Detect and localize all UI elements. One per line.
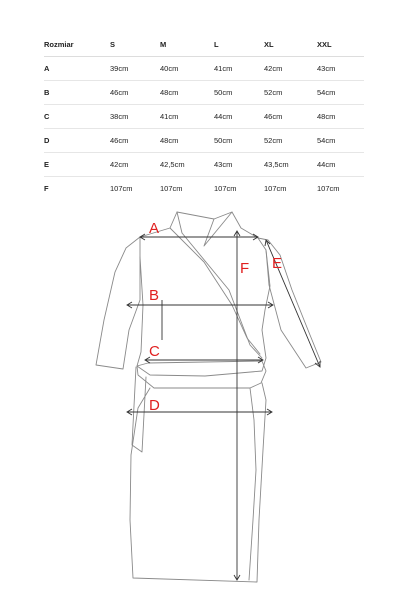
table-cell: 107cm (160, 184, 183, 193)
table-row (44, 57, 364, 81)
header-xxl: XXL (317, 33, 364, 57)
table-cell: 54cm (317, 129, 364, 153)
table-cell: 48cm (160, 129, 214, 153)
table-row (44, 105, 364, 129)
table-cell: 52cm (264, 81, 317, 105)
table-row (44, 153, 364, 177)
table-cell: 44cm (317, 153, 364, 177)
belt-outline (137, 361, 266, 388)
size-table (44, 33, 364, 200)
row-label: E (44, 153, 110, 177)
measure-label-b: B (149, 287, 160, 304)
table-cell: 46cm (264, 105, 317, 129)
table-cell: 46cm (110, 81, 160, 105)
dress-measurement-diagram (0, 195, 401, 601)
table-cell: 107cm (110, 184, 133, 193)
table-cell: 107cm (214, 184, 237, 193)
table-cell: 43cm (317, 57, 364, 81)
header-xl: XL (264, 33, 317, 57)
row-label: C (44, 105, 110, 129)
table-row (44, 129, 364, 153)
row-label: F (44, 184, 49, 193)
dress-outline (96, 212, 321, 582)
table-cell: 54cm (317, 81, 364, 105)
table-cell: 41cm (214, 57, 264, 81)
left-sleeve (96, 237, 140, 369)
table-cell: 50cm (214, 129, 264, 153)
table-cell: 46cm (110, 129, 160, 153)
table-cell: 43cm (214, 153, 264, 177)
table-cell: 50cm (214, 81, 264, 105)
table-cell: 42,5cm (160, 153, 214, 177)
measure-label-e: E (272, 255, 283, 272)
table-cell: 48cm (317, 105, 364, 129)
row-label: A (44, 57, 110, 81)
table-cell: 44cm (214, 105, 264, 129)
measure-label-c: C (149, 343, 160, 360)
table-row (44, 81, 364, 105)
measure-label-f: F (240, 260, 250, 277)
table-cell: 38cm (110, 105, 160, 129)
table-cell: 42cm (110, 153, 160, 177)
row-label: B (44, 81, 110, 105)
table-cell: 41cm (160, 105, 214, 129)
header-s: S (110, 33, 160, 57)
right-sleeve (258, 238, 321, 368)
header-l: L (214, 33, 264, 57)
skirt-wrap-line (249, 388, 256, 580)
table-cell: 40cm (160, 57, 214, 81)
table-cell: 52cm (264, 129, 317, 153)
measure-label-d: D (149, 397, 160, 414)
table-cell: 107cm (317, 184, 340, 193)
header-m: M (160, 33, 214, 57)
header-size: Rozmiar (44, 33, 110, 57)
row-label: D (44, 129, 110, 153)
table-cell: 48cm (160, 81, 214, 105)
measure-label-a: A (149, 220, 160, 237)
table-cell: 42cm (264, 57, 317, 81)
table-cell: 43,5cm (264, 153, 317, 177)
table-cell: 107cm (264, 184, 287, 193)
table-cell: 39cm (110, 57, 160, 81)
table-header-row (44, 33, 364, 57)
